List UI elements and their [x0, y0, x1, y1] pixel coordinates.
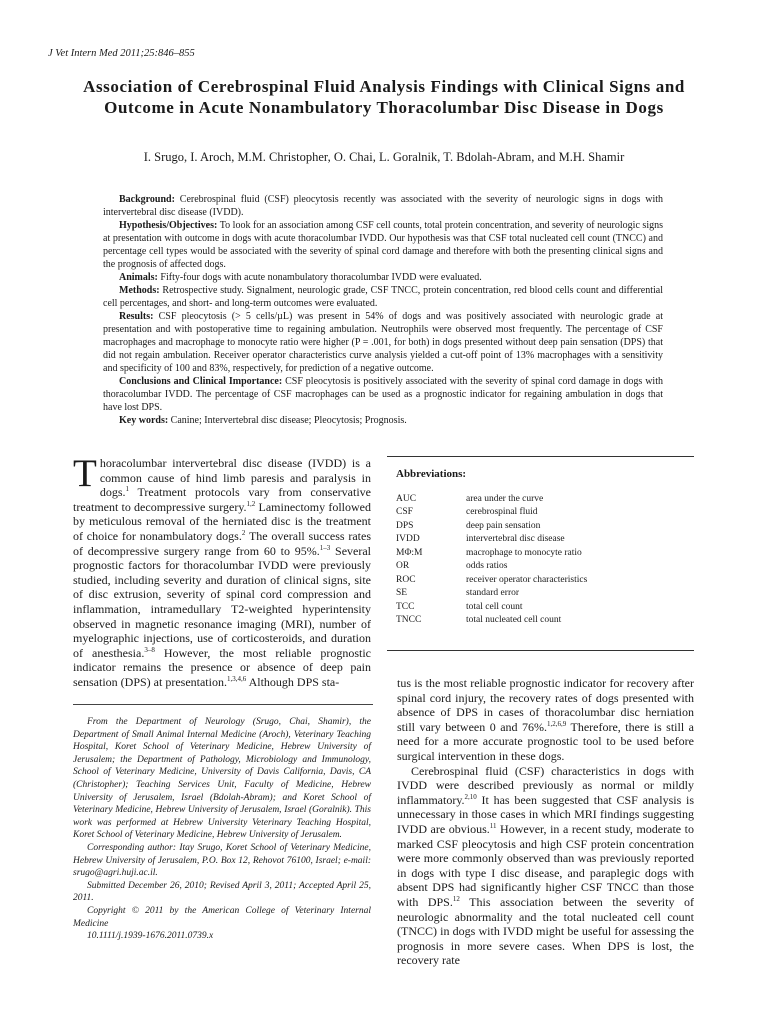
- citation: 11: [489, 821, 497, 830]
- body-text: This association between the severity of neurologic abnormality and the total nucleated cell count (TNCC) in dogs with IVDD might be useful for assessing the prognosis in more severe cases. When DPS is lost, the recovery rate: [397, 894, 694, 968]
- abstract-label: Hypothesis/Objectives:: [119, 220, 218, 231]
- abstract-text: CSF pleocytosis (> 5 cells/µL) was present in 54% of dogs and was positively associated with neurologic grade at presentation and with postoperative time to regaining ambulation. Neutrophils were observed most frequently. The percentage of CSF macrophages and macrophage to monocyte ratio were higher (P = .001, for both) in dogs presented without deep pain sensation (DPS) that did not regain ambulation. Receiver operator characteristics curve analysis yielded a cut-off point of 13% macrophages with a sensitivity and specificity of 100 and 83%, respectively, for prediction of a negative outcome.: [103, 311, 663, 374]
- abbreviation-row: [396, 602, 686, 615]
- body-text: The overall success rates of decompressive surgery range from 60 to 95%.: [73, 528, 371, 558]
- abbreviation-term: AUC: [396, 494, 417, 504]
- body-text: It has been suggested that CSF analysis is unnecessary in those cases in which MRI findings suggesting IVDD are obvious.: [397, 792, 694, 836]
- abstract-label: Methods:: [119, 285, 160, 296]
- article-title: Association of Cerebrospinal Fluid Analysis Findings with Clinical Signs and Outcome in Acute Nonambulatory Thoracolumbar Disc Disease in Dogs: [83, 77, 685, 117]
- abbreviation-definition: deep pain sensation: [466, 520, 541, 531]
- abstract-text: Fifty-four dogs with acute nonambulatory thoracolumbar IVDD were evaluated.: [160, 272, 482, 283]
- affiliation-note: From the Department of Neurology (Srugo, Chai, Shamir), the Department of Small Animal Internal Medicine (Aroch), Veterinary Teaching Hospital, Koret School of Veterinary Medicine, Hebrew University of Jerusalem; the Department of Pathology, Microbiology and Immunology, School of Veterinary Medicine, University of Davis California, Davis, CA (Christopher); Teaching Services Unit, Faculty of Medicine, Hebrew University of Jerusalem, Israel (Bdolah-Abram); and Koret School of Veterinary Medicine, Hebrew University of Jerusalem, Israel (Goralnik). This work was performed at Hebrew University Veterinary Teaching Hospital, Koret School of Veterinary Medicine, Hebrew University of Jerusalem.: [73, 717, 371, 841]
- abbreviation-definition: odds ratios: [466, 561, 508, 572]
- citation: 12: [452, 894, 460, 903]
- citation: 1,2: [246, 499, 256, 508]
- abbreviation-row: [396, 507, 686, 520]
- abstract-label: Conclusions and Clinical Importance:: [119, 376, 283, 387]
- abstract-background: [103, 193, 663, 219]
- corresponding-author-note: Corresponding author: Itay Srugo, Koret School of Veterinary Medicine, Hebrew University of Jerusalem, P.O. Box 12, Rehovot 76100, Israel; e-mail: srugo@agri.huji.ac.il.: [73, 842, 371, 879]
- intro-right-column: [397, 676, 694, 968]
- abbreviation-definition: area under the curve: [466, 494, 544, 504]
- abbreviation-definition: total cell count: [466, 601, 523, 612]
- copyright-note: Copyright © 2011 by the American College of Veterinary Internal Medicine: [73, 905, 371, 929]
- citation: 2,10: [464, 792, 477, 801]
- abstract-label: Animals:: [119, 272, 158, 283]
- abbreviation-term: CSF: [396, 507, 413, 518]
- citation: 1,2,6,9: [546, 719, 567, 728]
- abbreviation-term: MΦ:M: [396, 547, 423, 558]
- abbreviation-term: OR: [396, 561, 410, 572]
- abbreviation-term: SE: [396, 588, 408, 599]
- abbreviation-term: IVDD: [396, 534, 420, 545]
- abbreviation-row: [396, 534, 686, 547]
- body-text: However, the most reliable prognostic indicator remains the presence or absence of deep pain sensation (DPS) at presentation.: [73, 645, 372, 689]
- abstract-hypothesis: [103, 219, 663, 271]
- abbreviations-box: [387, 456, 694, 651]
- abstract-methods: [103, 284, 663, 310]
- citation: 1–3: [319, 543, 331, 552]
- author-list: I. Srugo, I. Aroch, M.M. Christopher, O. Chai, L. Goralnik, T. Bdolah-Abram, and M.H. Shamir: [143, 150, 625, 164]
- footnote-divider: [73, 704, 373, 705]
- abbreviations-list: [396, 494, 686, 628]
- abbreviation-row: [396, 548, 686, 561]
- abbreviation-row: [396, 588, 686, 601]
- abbreviation-row: [396, 575, 686, 588]
- footnotes: [73, 716, 371, 943]
- abstract-keywords: [103, 414, 663, 427]
- abbreviation-row: [396, 615, 686, 628]
- abstract-label: Results:: [119, 311, 154, 322]
- body-text: Laminectomy followed by meticulous removal of the herniated disc is the treatment of choice for nonambulatory dogs.: [73, 499, 371, 543]
- abbreviation-definition: intervertebral disc disease: [466, 534, 565, 545]
- abbreviation-term: ROC: [396, 574, 416, 585]
- abstract-conclusions: [103, 375, 663, 414]
- abbreviation-definition: standard error: [466, 588, 520, 599]
- body-text: tus is the most reliable prognostic indicator for recovery after spinal cord injury, the recovery rates of dogs presented with absence of DPS in cases of thoracolumbar disc herniation still vary between 0 and 76%.: [397, 676, 694, 734]
- abbreviation-definition: macrophage to monocyte ratio: [466, 547, 582, 558]
- doi[interactable]: 10.1111/j.1939-1676.2011.0739.x: [87, 931, 214, 942]
- drop-cap: T: [73, 452, 97, 495]
- body-text: Treatment protocols vary from conservative treatment to decompressive surgery.: [73, 485, 371, 514]
- intro-left-column: [73, 452, 372, 690]
- abstract: [103, 193, 663, 427]
- abbreviation-definition: receiver operator characteristics: [466, 574, 588, 585]
- abstract-text: Retrospective study. Signalment, neurologic grade, CSF TNCC, protein concentration, red blood cells count and differential cell percentages, and short- and long-term outcomes were evaluated.: [103, 285, 663, 309]
- abbreviation-term: TCC: [396, 601, 415, 612]
- abbreviation-row: [396, 521, 686, 534]
- abstract-label: Key words:: [119, 415, 169, 426]
- abstract-label: Background:: [119, 194, 175, 205]
- abbreviation-term: DPS: [396, 520, 414, 531]
- body-text: Therefore, there is still a need for a more accurate prognostic tool to be used before surgical intervention in these dogs.: [397, 719, 694, 763]
- abbreviation-definition: cerebrospinal fluid: [466, 507, 538, 518]
- abstract-text: Canine; Intervertebral disc disease; Pleocytosis; Prognosis.: [170, 415, 407, 426]
- abbreviation-row: [396, 561, 686, 574]
- citation: 1: [125, 485, 129, 494]
- abstract-results: [103, 310, 663, 375]
- body-text: However, in a recent study, moderate to marked CSF pleocytosis and high CSF protein concentration were more commonly observed than was previously reported in dogs with type I disc disease, and paraplegic dogs with absent DPS had significantly higher CSF TNCC than those with DPS.: [397, 821, 694, 909]
- body-text: horacolumbar intervertebral disc disease (IVDD) is a common cause of hind limb paresis and paralysis in dogs.: [99, 456, 371, 500]
- citation: 2: [241, 528, 246, 537]
- submission-dates: Submitted December 26, 2010; Revised April 3, 2011; Accepted April 25, 2011.: [73, 880, 371, 904]
- intro-paragraph: [397, 676, 694, 764]
- abbreviation-row: [396, 494, 686, 507]
- abbreviations-title: Abbreviations:: [396, 468, 467, 480]
- citation: 1,3,4,6: [226, 674, 247, 683]
- body-text: Cerebrospinal fluid (CSF) characteristics in dogs with IVDD were described previously as normal or mildly inflammatory.: [397, 763, 694, 807]
- citation: 3–8: [144, 645, 155, 654]
- body-text: Several prognostic factors for thoracolumbar IVDD were previously studied, including severity and duration of clinical signs, site of disc extrusion, severity of spinal cord compression and inflammation, intramedullary T2-weighted hyperintensity observed in magnetic resonance imaging (MRI), number of myelographic injections, use of corticosteroids, and duration of anesthesia.: [73, 543, 371, 660]
- journal-citation: J Vet Intern Med 2011;25:846–855: [48, 48, 195, 59]
- abstract-text: To look for an association among CSF cell counts, total protein concentration, and severity of neurologic signs at presentation with outcome in dogs with acute thoracolumbar IVDD. Our hypothesis was that CSF total nucleated cell count (TNCC) and percentage cell types would be associated with the severity of spinal cord damage and therefore with both the presenting clinical signs and the prognosis of affected dogs.: [103, 220, 663, 270]
- body-text: Although DPS sta-: [246, 674, 340, 689]
- abstract-text: Cerebrospinal fluid (CSF) pleocytosis recently was associated with the severity of neurologic signs in dogs with intervertebral disc disease (IVDD).: [103, 194, 664, 218]
- abstract-animals: [103, 271, 663, 284]
- abbreviation-term: TNCC: [396, 614, 422, 625]
- abstract-text: CSF pleocytosis is positively associated with the severity of spinal cord damage in dogs with thoracolumbar IVDD. The percentage of CSF macrophages can be used as a prognostic indicator for regaining ambulation in dogs that have lost DPS.: [103, 376, 663, 413]
- intro-paragraph: [73, 452, 372, 690]
- abbreviation-definition: total nucleated cell count: [466, 614, 562, 625]
- intro-paragraph: [397, 764, 694, 968]
